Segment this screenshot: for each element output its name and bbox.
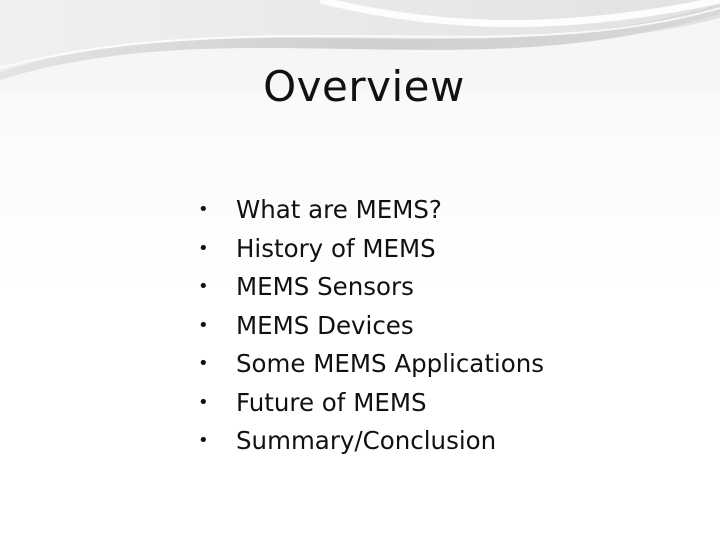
bullet-dot-icon: • [198,353,209,374]
bullet-text: MEMS Sensors [236,272,414,301]
bullet-item [198,384,544,423]
bullet-dot-icon: • [198,276,209,297]
bullet-list [198,191,544,461]
bullet-text: Summary/Conclusion [236,426,497,455]
bullet-dot-icon: • [198,199,209,220]
slide-title: Overview [263,62,465,111]
bullet-dot-icon: • [198,430,209,451]
bullet-item [198,345,544,384]
bullet-item [198,268,544,307]
bullet-text: History of MEMS [236,233,436,263]
bullet-dot-icon: • [198,391,209,413]
bullet-text: What are MEMS? [236,195,442,224]
bullet-item [198,191,544,230]
bullet-dot-icon: • [198,237,209,259]
bullet-text: Some MEMS Applications [236,349,545,378]
bullet-text: Future of MEMS [236,387,427,417]
bullet-dot-icon: • [198,314,209,336]
bullet-item [198,230,544,269]
bullet-item [198,422,544,461]
bullet-item [198,307,544,346]
bullet-text: MEMS Devices [236,310,414,340]
